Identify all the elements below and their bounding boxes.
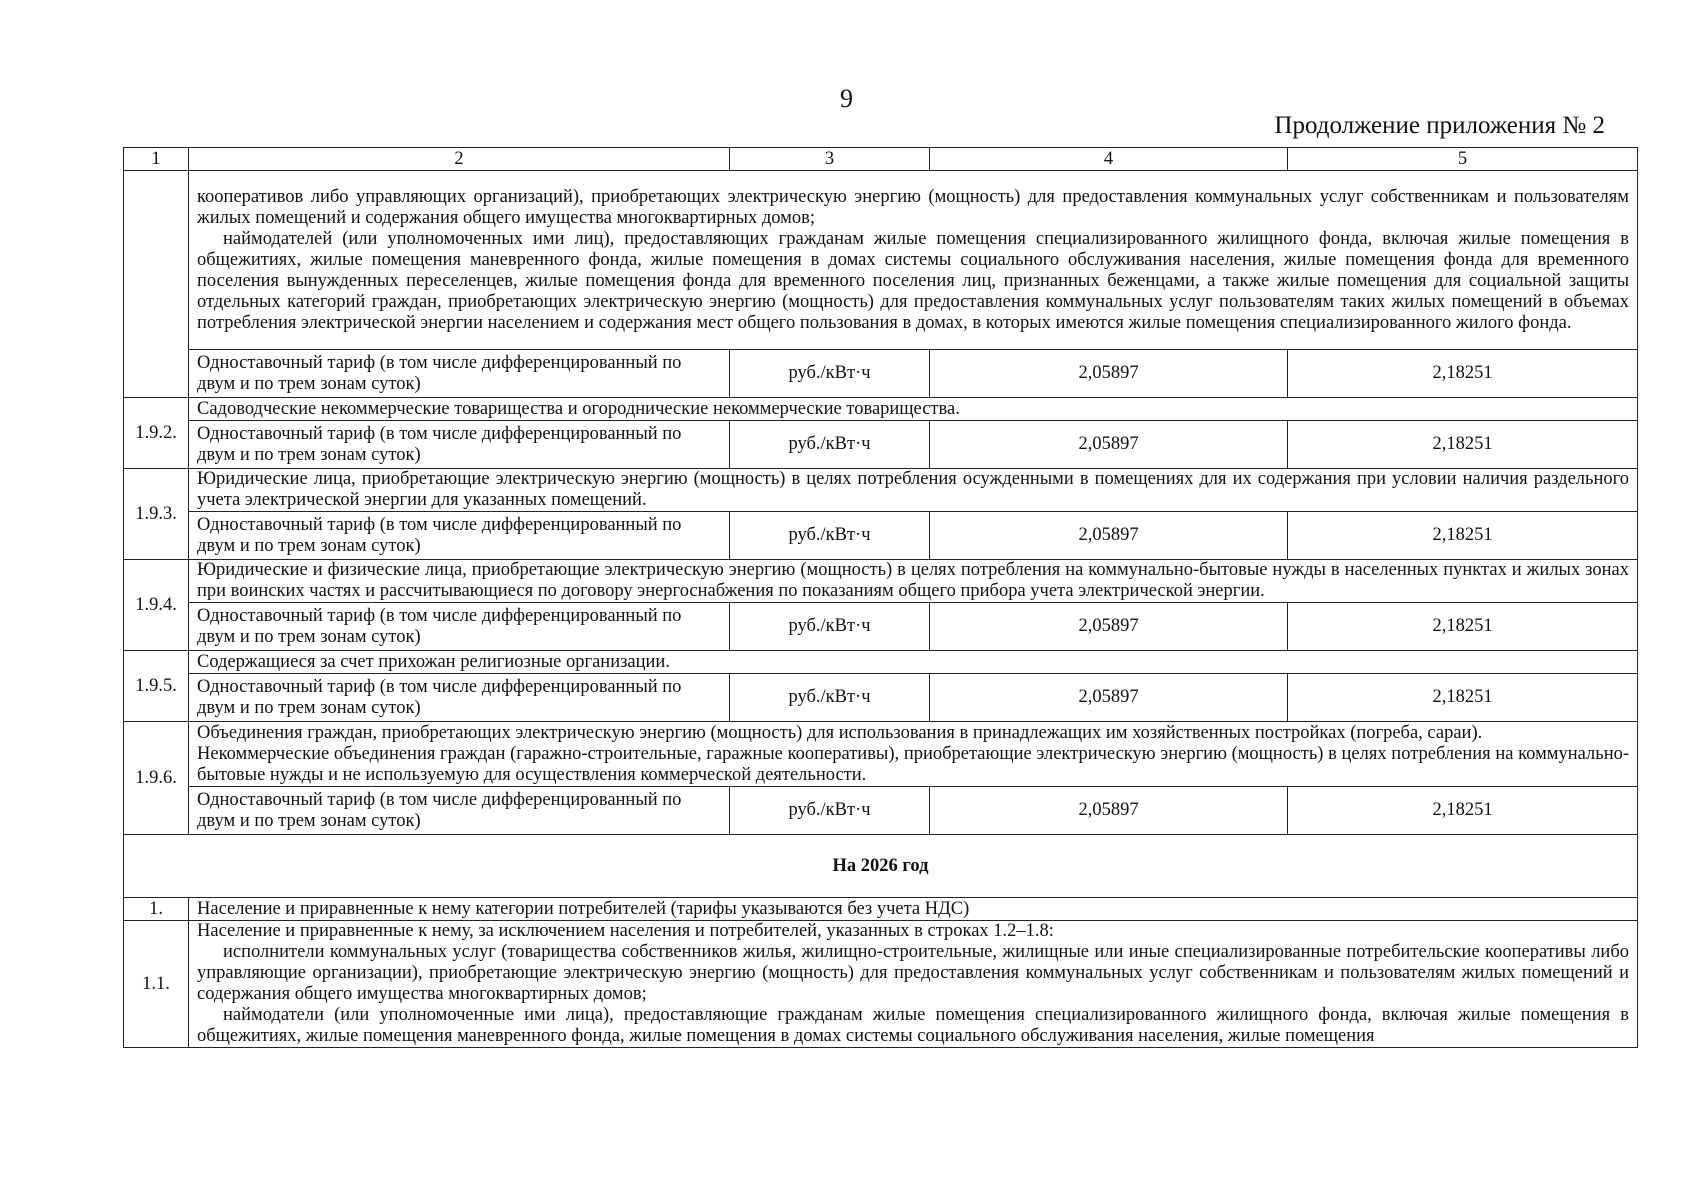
tariff-row bbox=[124, 674, 1638, 722]
header-col-1: 1 bbox=[124, 148, 189, 171]
tariff-label: Одноставочный тариф (в том числе дифференцированный по двум и по трем зонам суток) bbox=[189, 674, 730, 722]
description-paragraph: Объединения граждан, приобретающих электрическую энергию (мощность) для использования в принадлежащих им хозяйственных постройках (погреба, сараи). bbox=[197, 722, 1483, 743]
tariff-row bbox=[124, 603, 1638, 651]
row-description bbox=[189, 469, 1638, 512]
tariff-value-col5: 2,18251 bbox=[1288, 603, 1638, 651]
tariff-value-col4: 2,05897 bbox=[930, 421, 1288, 469]
table-row bbox=[124, 898, 1638, 921]
row-number: 1.9.4. bbox=[124, 560, 189, 651]
appendix-title: Продолжение приложения № 2 bbox=[1274, 112, 1605, 139]
description-paragraph: Юридические лица, приобретающие электрическую энергию (мощность) в целях потребления осужденными в помещениях для их содержания при условии наличия раздельного учета электрической энергии для указанных помещений. bbox=[197, 469, 1629, 510]
tariff-value-col5: 2,18251 bbox=[1288, 674, 1638, 722]
table-row bbox=[124, 171, 1638, 350]
tariff-row bbox=[124, 512, 1638, 560]
year-heading: На 2026 год bbox=[124, 835, 1638, 898]
tariff-label: Одноставочный тариф (в том числе дифференцированный по двум и по трем зонам суток) bbox=[189, 787, 730, 835]
tariff-unit: руб./кВт·ч bbox=[730, 421, 930, 469]
header-row bbox=[124, 148, 1638, 171]
row-number: 1. bbox=[124, 898, 189, 921]
tariff-value-col4: 2,05897 bbox=[930, 787, 1288, 835]
row-number: 1.1. bbox=[124, 921, 189, 1048]
table-row bbox=[124, 560, 1638, 603]
tariff-value-col4: 2,05897 bbox=[930, 674, 1288, 722]
row-number: 1.9.2. bbox=[124, 398, 189, 469]
tariff-value-col4: 2,05897 bbox=[930, 603, 1288, 651]
table-row bbox=[124, 722, 1638, 787]
row-number: 1.9.6. bbox=[124, 722, 189, 835]
tariff-unit: руб./кВт·ч bbox=[730, 787, 930, 835]
header-col-4: 4 bbox=[930, 148, 1288, 171]
tariff-value-col5: 2,18251 bbox=[1288, 421, 1638, 469]
tariff-label: Одноставочный тариф (в том числе дифференцированный по двум и по трем зонам суток) bbox=[189, 512, 730, 560]
row-number: 1.9.3. bbox=[124, 469, 189, 560]
row-number: 1.9.5. bbox=[124, 651, 189, 722]
header-col-3: 3 bbox=[730, 148, 930, 171]
description-paragraph: кооперативов либо управляющих организаций), приобретающих электрическую энергию (мощность) для предоставления коммунальных услуг собственникам и пользователям жилых помещений и содержания общего имущества многоквартирных домов; bbox=[197, 186, 1629, 228]
row-description bbox=[189, 398, 1638, 421]
tariff-label: Одноставочный тариф (в том числе дифференцированный по двум и по трем зонам суток) bbox=[189, 603, 730, 651]
tariff-row bbox=[124, 787, 1638, 835]
tariff-value-col5: 2,18251 bbox=[1288, 350, 1638, 398]
tariff-row bbox=[124, 350, 1638, 398]
tariff-label: Одноставочный тариф (в том числе дифференцированный по двум и по трем зонам суток) bbox=[189, 350, 730, 398]
year-heading-row bbox=[124, 835, 1638, 898]
table-row bbox=[124, 921, 1638, 1048]
tariff-table bbox=[123, 147, 1638, 1048]
header-col-5: 5 bbox=[1288, 148, 1638, 171]
table-row bbox=[124, 469, 1638, 512]
row-number bbox=[124, 171, 189, 398]
tariff-value-col4: 2,05897 bbox=[930, 512, 1288, 560]
tariff-unit: руб./кВт·ч bbox=[730, 674, 930, 722]
row-description bbox=[189, 651, 1638, 674]
tariff-row bbox=[124, 421, 1638, 469]
tariff-value-col5: 2,18251 bbox=[1288, 787, 1638, 835]
description-paragraph: Садоводческие некоммерческие товарищества и огороднические некоммерческие товарищества. bbox=[197, 398, 960, 419]
description-paragraph: наймодатели (или уполномоченные ими лица), предоставляющие гражданам жилые помещения специализированного жилищного фонда, включая жилые помещения в общежитиях, жилые помещения маневренного фонда, жилые помещения в домах системы социального обслуживания населения, жилые помещения bbox=[197, 1005, 1629, 1046]
description-paragraph: Некоммерческие объединения граждан (гаражно-строительные, гаражные кооперативы), приобретающие электрическую энергию (мощность) в целях потребления на коммунально-бытовые нужды и не используемую для осуществления коммерческой деятельности. bbox=[197, 743, 1629, 785]
row-description: Население и приравненные к нему категории потребителей (тарифы указываются без учета НДС) bbox=[189, 898, 1638, 921]
description-paragraph: наймодателей (или уполномоченных ими лиц), предоставляющих гражданам жилые помещения специализированного жилищного фонда, включая жилые помещения в общежитиях, жилые помещения маневренного фонда, жилые помещения в домах системы социального обслуживания населения, жилые помещения фонда для временного поселения вынужденных переселенцев, жилые помещения фонда для временного поселения лиц, признанных беженцами, а также жилые помещения для социальной защиты отдельных категорий граждан, приобретающих электрическую энергию (мощность) для предоставления коммунальных услуг пользователям таких жилых помещений в объемах потребления электрической энергии населением и содержания мест общего пользования в домах, в которых имеются жилые помещения специализированного жилого фонда. bbox=[197, 228, 1629, 333]
tariff-unit: руб./кВт·ч bbox=[730, 350, 930, 398]
tariff-unit: руб./кВт·ч bbox=[730, 512, 930, 560]
header-col-2: 2 bbox=[189, 148, 730, 171]
row-description bbox=[189, 560, 1638, 603]
table-row bbox=[124, 398, 1638, 421]
description-paragraph: Содержащиеся за счет прихожан религиозные организации. bbox=[197, 651, 670, 672]
table-row bbox=[124, 651, 1638, 674]
row-description bbox=[189, 171, 1638, 350]
row-description bbox=[189, 921, 1638, 1048]
tariff-value-col4: 2,05897 bbox=[930, 350, 1288, 398]
tariff-unit: руб./кВт·ч bbox=[730, 603, 930, 651]
description-paragraph: исполнители коммунальных услуг (товарищества собственников жилья, жилищно-строительные, жилищные или иные специализированные потребительские кооперативы либо управляющие организации), приобретающие электрическую энергию (мощность) для предоставления коммунальных услуг собственникам и пользователям жилых помещений и содержания общего имущества многоквартирных домов; bbox=[197, 942, 1629, 1004]
row-description bbox=[189, 722, 1638, 787]
tariff-value-col5: 2,18251 bbox=[1288, 512, 1638, 560]
description-paragraph: Юридические и физические лица, приобретающие электрическую энергию (мощность) в целях потребления на коммунально-бытовые нужды в населенных пунктах и жилых зонах при воинских частях и рассчитывающиеся по договору энергоснабжения по показаниям общего прибора учета электрической энергии. bbox=[197, 560, 1629, 601]
page-number: 9 bbox=[840, 84, 853, 113]
description-paragraph: Население и приравненные к нему, за исключением населения и потребителей, указанных в строках 1.2–1.8: bbox=[197, 921, 1054, 941]
tariff-label: Одноставочный тариф (в том числе дифференцированный по двум и по трем зонам суток) bbox=[189, 421, 730, 469]
